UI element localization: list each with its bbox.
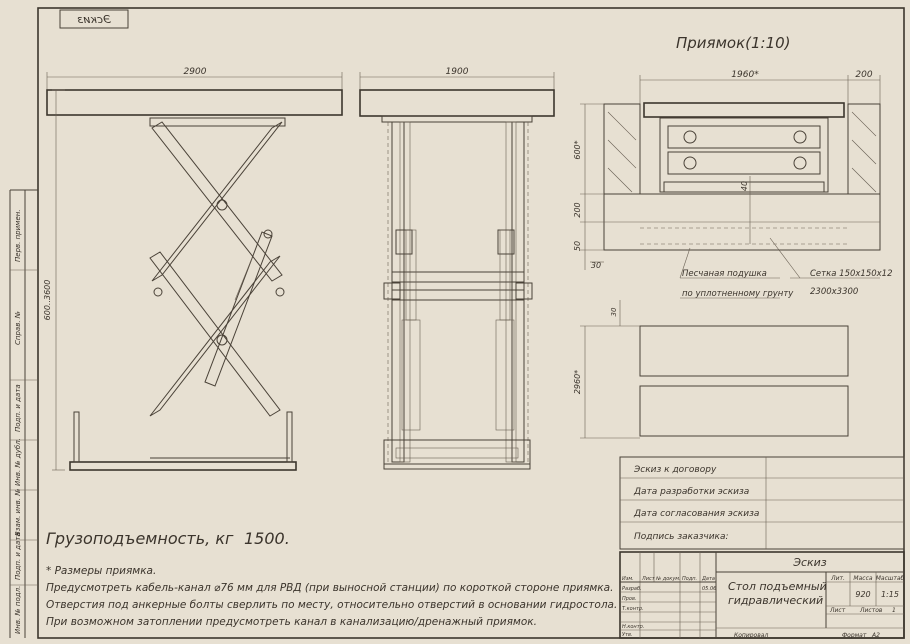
stamp-first-use: Перв. примен. [14,209,22,262]
approval-dev-date: Дата разработки эскиза [634,487,750,497]
capacity-value: 1500. [244,529,290,548]
approval-table [620,457,904,549]
title-doc-type: Эскиз [793,556,827,569]
stamp-orig-inv: Инв. № подл. [14,585,22,634]
pit-section-title: Приямок(1:10) [676,34,791,52]
stamp-ref-no: Справ. № [14,310,22,345]
tb-list: Лист [642,576,655,582]
col-lit: Лит. [831,575,845,582]
capacity-label: Грузоподъемность, кг [46,529,234,548]
dim-slab-top: 200 [573,202,582,218]
approval-signature: Подпись заказчика: [634,532,729,542]
dim-pit-width: 1960* [731,70,759,80]
tb-date-small: 05.06 [702,586,717,592]
tb-izm: Изм. [622,576,634,582]
dim-slab-bottom: 50 [573,240,582,252]
title-name-1: Стол подъемный [728,580,827,593]
mass-value: 920 [855,590,871,599]
copied-label: Копировал [734,632,769,639]
sheet-label: Лист [830,607,846,614]
dim-offset: 30 [590,261,602,270]
tb-checked: Пров. [622,596,637,602]
dim-pit-depth: 600* [573,140,582,160]
callout-sand-2: по уплотненному грунту [682,289,794,299]
approval-contract: Эскиз к договору [634,465,717,475]
stamp-dup-inv: Инв. № дубл. [14,438,22,486]
callout-mesh-1: Сетка 150х150х12 [810,269,893,279]
front-platform [47,90,342,115]
front-view [43,67,342,470]
dim-pit-length: 2960* [573,369,582,395]
dim-pit-wall: 200 [855,70,873,80]
tb-date: Дата [702,576,715,582]
note-1: * Размеры приямка. [46,565,157,577]
dim-side-width: 1900 [445,67,469,77]
approval-agree-date: Дата согласования эскиза [634,509,760,519]
tb-sign: Подп. [682,576,698,582]
pit-section [573,70,893,299]
col-scale: Масштаб [875,575,905,582]
dim-height-range: 600..3600 [43,279,52,321]
dim-ramp: 40 [740,180,749,192]
title-name-2: гидравлический [728,594,824,607]
stamp-replace-inv: Взам. инв. № [14,488,22,536]
pit-plan [573,300,848,438]
tb-developed: Разраб. [622,586,642,592]
sheets-label: Листов [860,607,883,614]
col-mass: Масса [853,575,873,582]
front-base [70,462,296,470]
callout-mesh-2: 2300х3300 [810,287,859,297]
stamp-sign-date-1: Подп. и дата [14,384,22,432]
dim-front-width: 2900 [183,67,207,77]
side-platform [360,90,554,116]
note-3: Отверстия под анкерные болты сверлить по месту, относительно отверстий в основании гидростола. [46,599,618,611]
title-block [620,552,905,639]
note-2: Предусмотреть кабель-канал ⌀76 мм для РВД (при выносной станции) по короткой стороне приямка. [46,582,614,594]
tb-ncontrol: Н.контр. [622,624,645,630]
side-view [360,67,554,469]
tb-doc-no: № докум. [656,576,681,582]
note-4: При возможном затоплении предусмотреть канал в канализацию/дренажный приямок. [46,616,537,628]
tb-approved: Утв. [622,632,633,638]
stamp-sign-date-2: Подп. и дата [14,532,22,580]
format-value: A2 [872,632,880,639]
tb-tcontrol: Т.контр. [622,606,644,612]
dim-slot-gap: 30 [610,307,618,317]
sheets-count: 1 [892,607,896,614]
mirrored-stamp-text: Эскиз [77,13,111,26]
scale-value: 1:15 [881,590,899,599]
format-label: Формат [842,632,867,639]
callout-sand-1: Песчаная подушка [682,269,767,279]
